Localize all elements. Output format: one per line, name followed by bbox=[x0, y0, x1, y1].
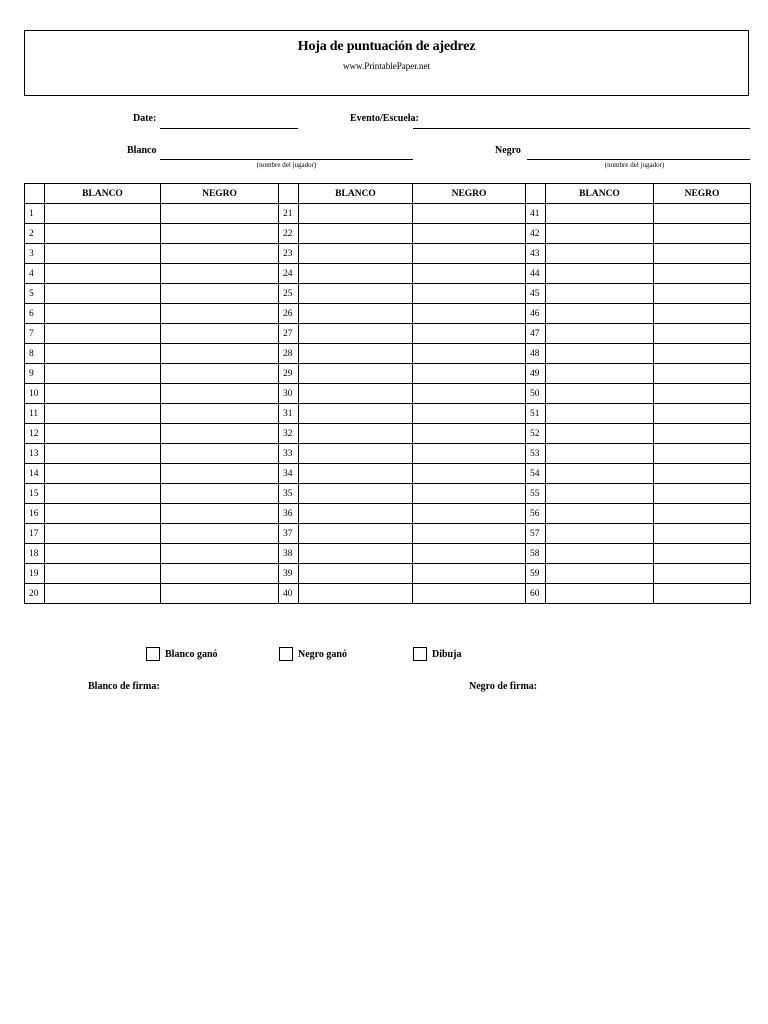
move-number: 30 bbox=[279, 384, 299, 404]
move-cell-white[interactable] bbox=[45, 344, 161, 364]
move-number: 37 bbox=[279, 524, 299, 544]
column-header: NEGRO bbox=[654, 184, 751, 204]
move-cell-black[interactable] bbox=[413, 224, 526, 244]
table-row bbox=[25, 344, 751, 364]
move-cell-white[interactable] bbox=[299, 424, 413, 444]
white-player-label: Blanco bbox=[127, 145, 157, 156]
column-header: BLANCO bbox=[546, 184, 654, 204]
move-cell-white[interactable] bbox=[45, 584, 161, 604]
move-cell-white[interactable] bbox=[45, 284, 161, 304]
move-cell-white[interactable] bbox=[45, 484, 161, 504]
move-number: 35 bbox=[279, 484, 299, 504]
table-row bbox=[25, 504, 751, 524]
table-row bbox=[25, 204, 751, 224]
move-cell-black[interactable] bbox=[161, 504, 279, 524]
column-header: BLANCO bbox=[299, 184, 413, 204]
move-cell-black[interactable] bbox=[654, 584, 751, 604]
table-header-row bbox=[25, 184, 751, 204]
score-table-body bbox=[25, 204, 751, 604]
move-cell-black[interactable] bbox=[654, 444, 751, 464]
move-number: 40 bbox=[279, 584, 299, 604]
table-row bbox=[25, 324, 751, 344]
move-cell-black[interactable] bbox=[161, 304, 279, 324]
page-title: Hoja de puntuación de ajedrez bbox=[297, 39, 476, 54]
move-number: 43 bbox=[526, 244, 546, 264]
move-cell-black[interactable] bbox=[654, 224, 751, 244]
move-cell-black[interactable] bbox=[413, 304, 526, 324]
black-won-checkbox[interactable] bbox=[279, 647, 293, 661]
move-number: 27 bbox=[279, 324, 299, 344]
move-cell-black[interactable] bbox=[413, 284, 526, 304]
move-cell-black[interactable] bbox=[413, 244, 526, 264]
table-row bbox=[25, 364, 751, 384]
move-cell-white[interactable] bbox=[546, 264, 654, 284]
move-number: 23 bbox=[279, 244, 299, 264]
move-cell-black[interactable] bbox=[161, 424, 279, 444]
move-cell-white[interactable] bbox=[45, 424, 161, 444]
move-number: 60 bbox=[526, 584, 546, 604]
move-number: 7 bbox=[25, 324, 45, 344]
move-cell-black[interactable] bbox=[654, 504, 751, 524]
move-cell-white[interactable] bbox=[45, 524, 161, 544]
move-number: 28 bbox=[279, 344, 299, 364]
move-cell-white[interactable] bbox=[299, 404, 413, 424]
move-number: 44 bbox=[526, 264, 546, 284]
move-cell-black[interactable] bbox=[161, 584, 279, 604]
table-row bbox=[25, 564, 751, 584]
move-cell-white[interactable] bbox=[546, 524, 654, 544]
move-cell-black[interactable] bbox=[654, 324, 751, 344]
table-row bbox=[25, 284, 751, 304]
move-cell-white[interactable] bbox=[546, 404, 654, 424]
move-cell-black[interactable] bbox=[413, 444, 526, 464]
move-cell-black[interactable] bbox=[654, 264, 751, 284]
move-cell-white[interactable] bbox=[299, 264, 413, 284]
move-cell-black[interactable] bbox=[413, 464, 526, 484]
move-cell-black[interactable] bbox=[654, 564, 751, 584]
table-row bbox=[25, 584, 751, 604]
move-cell-white[interactable] bbox=[546, 364, 654, 384]
move-cell-white[interactable] bbox=[45, 404, 161, 424]
move-cell-white[interactable] bbox=[546, 304, 654, 324]
move-cell-black[interactable] bbox=[413, 484, 526, 504]
move-cell-black[interactable] bbox=[654, 384, 751, 404]
black-signature-label: Negro de firma: bbox=[469, 681, 538, 692]
move-cell-white[interactable] bbox=[546, 324, 654, 344]
date-field[interactable] bbox=[160, 128, 298, 129]
move-cell-white[interactable] bbox=[299, 364, 413, 384]
move-cell-white[interactable] bbox=[299, 524, 413, 544]
white-won-label: Blanco ganó bbox=[165, 648, 218, 660]
move-cell-white[interactable] bbox=[546, 224, 654, 244]
move-number: 52 bbox=[526, 424, 546, 444]
move-number: 8 bbox=[25, 344, 45, 364]
event-label: Evento/Escuela: bbox=[350, 113, 419, 124]
move-cell-black[interactable] bbox=[161, 364, 279, 384]
move-number: 58 bbox=[526, 544, 546, 564]
move-number: 24 bbox=[279, 264, 299, 284]
move-number: 20 bbox=[25, 584, 45, 604]
move-number: 55 bbox=[526, 484, 546, 504]
move-cell-black[interactable] bbox=[161, 284, 279, 304]
move-number: 16 bbox=[25, 504, 45, 524]
move-cell-white[interactable] bbox=[546, 384, 654, 404]
move-cell-white[interactable] bbox=[546, 544, 654, 564]
table-row bbox=[25, 224, 751, 244]
black-won-label: Negro ganó bbox=[298, 648, 347, 660]
move-number: 49 bbox=[526, 364, 546, 384]
move-number: 53 bbox=[526, 444, 546, 464]
white-signature-label: Blanco de firma: bbox=[88, 681, 160, 692]
move-cell-black[interactable] bbox=[413, 584, 526, 604]
move-number: 31 bbox=[279, 404, 299, 424]
move-number: 45 bbox=[526, 284, 546, 304]
column-header: BLANCO bbox=[45, 184, 161, 204]
move-cell-white[interactable] bbox=[45, 224, 161, 244]
move-cell-black[interactable] bbox=[413, 324, 526, 344]
black-player-field[interactable] bbox=[527, 159, 750, 160]
score-table bbox=[24, 183, 751, 604]
move-cell-black[interactable] bbox=[654, 364, 751, 384]
move-cell-white[interactable] bbox=[45, 464, 161, 484]
move-number: 50 bbox=[526, 384, 546, 404]
move-number: 41 bbox=[526, 204, 546, 224]
move-number: 5 bbox=[25, 284, 45, 304]
move-number: 54 bbox=[526, 464, 546, 484]
move-cell-black[interactable] bbox=[413, 404, 526, 424]
move-cell-white[interactable] bbox=[299, 484, 413, 504]
date-label: Date: bbox=[133, 113, 157, 124]
table-row bbox=[25, 304, 751, 324]
move-cell-black[interactable] bbox=[161, 264, 279, 284]
header-num-cell bbox=[25, 184, 45, 204]
move-cell-black[interactable] bbox=[413, 384, 526, 404]
move-cell-black[interactable] bbox=[654, 204, 751, 224]
move-cell-white[interactable] bbox=[299, 304, 413, 324]
white-player-field[interactable] bbox=[160, 159, 413, 160]
move-cell-white[interactable] bbox=[546, 244, 654, 264]
move-cell-black[interactable] bbox=[413, 344, 526, 364]
move-cell-white[interactable] bbox=[299, 324, 413, 344]
move-number: 51 bbox=[526, 404, 546, 424]
move-number: 34 bbox=[279, 464, 299, 484]
white-player-hint: (nombre del jugador) bbox=[256, 161, 317, 169]
move-number: 48 bbox=[526, 344, 546, 364]
move-number: 56 bbox=[526, 504, 546, 524]
move-cell-black[interactable] bbox=[654, 344, 751, 364]
move-cell-black[interactable] bbox=[161, 204, 279, 224]
move-cell-white[interactable] bbox=[546, 504, 654, 524]
site-url: www.PrintablePaper.net bbox=[343, 61, 430, 71]
move-number: 3 bbox=[25, 244, 45, 264]
move-cell-black[interactable] bbox=[161, 484, 279, 504]
move-cell-white[interactable] bbox=[299, 384, 413, 404]
move-number: 38 bbox=[279, 544, 299, 564]
move-cell-white[interactable] bbox=[299, 464, 413, 484]
move-cell-black[interactable] bbox=[161, 564, 279, 584]
table-row bbox=[25, 484, 751, 504]
move-cell-black[interactable] bbox=[654, 524, 751, 544]
move-cell-black[interactable] bbox=[161, 544, 279, 564]
move-cell-white[interactable] bbox=[45, 204, 161, 224]
move-cell-black[interactable] bbox=[161, 524, 279, 544]
move-number: 59 bbox=[526, 564, 546, 584]
table-row bbox=[25, 384, 751, 404]
move-cell-white[interactable] bbox=[45, 364, 161, 384]
move-number: 33 bbox=[279, 444, 299, 464]
white-won-option[interactable] bbox=[146, 647, 218, 661]
move-number: 22 bbox=[279, 224, 299, 244]
move-cell-white[interactable] bbox=[299, 444, 413, 464]
move-number: 39 bbox=[279, 564, 299, 584]
move-cell-black[interactable] bbox=[654, 244, 751, 264]
table-row bbox=[25, 244, 751, 264]
move-cell-white[interactable] bbox=[299, 344, 413, 364]
move-cell-black[interactable] bbox=[413, 524, 526, 544]
move-number: 17 bbox=[25, 524, 45, 544]
move-cell-white[interactable] bbox=[45, 304, 161, 324]
header-num-cell bbox=[279, 184, 299, 204]
move-number: 15 bbox=[25, 484, 45, 504]
move-cell-black[interactable] bbox=[654, 464, 751, 484]
black-won-option[interactable] bbox=[279, 647, 347, 661]
table-row bbox=[25, 544, 751, 564]
move-cell-white[interactable] bbox=[45, 244, 161, 264]
move-number: 9 bbox=[25, 364, 45, 384]
move-cell-white[interactable] bbox=[299, 244, 413, 264]
move-cell-black[interactable] bbox=[413, 364, 526, 384]
move-cell-black[interactable] bbox=[413, 424, 526, 444]
move-cell-black[interactable] bbox=[413, 544, 526, 564]
move-number: 11 bbox=[25, 404, 45, 424]
move-cell-white[interactable] bbox=[299, 284, 413, 304]
move-cell-white[interactable] bbox=[299, 224, 413, 244]
move-number: 4 bbox=[25, 264, 45, 284]
move-number: 1 bbox=[25, 204, 45, 224]
move-cell-black[interactable] bbox=[161, 244, 279, 264]
move-number: 29 bbox=[279, 364, 299, 384]
move-number: 12 bbox=[25, 424, 45, 444]
move-cell-black[interactable] bbox=[413, 204, 526, 224]
move-cell-white[interactable] bbox=[546, 424, 654, 444]
table-row bbox=[25, 524, 751, 544]
move-number: 36 bbox=[279, 504, 299, 524]
move-number: 10 bbox=[25, 384, 45, 404]
table-row bbox=[25, 404, 751, 424]
move-number: 47 bbox=[526, 324, 546, 344]
header-num-cell bbox=[526, 184, 546, 204]
move-cell-white[interactable] bbox=[546, 284, 654, 304]
move-cell-black[interactable] bbox=[654, 284, 751, 304]
move-number: 57 bbox=[526, 524, 546, 544]
move-cell-white[interactable] bbox=[546, 464, 654, 484]
move-number: 26 bbox=[279, 304, 299, 324]
table-row bbox=[25, 264, 751, 284]
move-number: 18 bbox=[25, 544, 45, 564]
black-player-hint: (nombre del jugador) bbox=[604, 161, 665, 169]
move-cell-white[interactable] bbox=[45, 324, 161, 344]
table-row bbox=[25, 464, 751, 484]
move-cell-white[interactable] bbox=[45, 504, 161, 524]
move-cell-white[interactable] bbox=[546, 444, 654, 464]
move-cell-black[interactable] bbox=[413, 264, 526, 284]
move-cell-black[interactable] bbox=[161, 444, 279, 464]
move-cell-black[interactable] bbox=[161, 344, 279, 364]
move-cell-black[interactable] bbox=[161, 324, 279, 344]
move-cell-white[interactable] bbox=[546, 484, 654, 504]
table-row bbox=[25, 444, 751, 464]
move-cell-black[interactable] bbox=[161, 384, 279, 404]
move-cell-white[interactable] bbox=[299, 584, 413, 604]
move-cell-white[interactable] bbox=[299, 564, 413, 584]
move-number: 46 bbox=[526, 304, 546, 324]
move-cell-black[interactable] bbox=[161, 224, 279, 244]
header-box bbox=[24, 30, 749, 96]
move-cell-white[interactable] bbox=[546, 204, 654, 224]
move-number: 42 bbox=[526, 224, 546, 244]
column-header: NEGRO bbox=[161, 184, 279, 204]
move-cell-black[interactable] bbox=[654, 544, 751, 564]
move-cell-white[interactable] bbox=[45, 264, 161, 284]
move-cell-white[interactable] bbox=[299, 504, 413, 524]
move-cell-white[interactable] bbox=[45, 544, 161, 564]
event-field[interactable] bbox=[413, 128, 750, 129]
move-number: 6 bbox=[25, 304, 45, 324]
black-player-label: Negro bbox=[495, 145, 521, 156]
move-cell-white[interactable] bbox=[45, 444, 161, 464]
move-number: 2 bbox=[25, 224, 45, 244]
move-cell-black[interactable] bbox=[413, 564, 526, 584]
move-number: 25 bbox=[279, 284, 299, 304]
move-cell-white[interactable] bbox=[546, 344, 654, 364]
move-cell-white[interactable] bbox=[45, 384, 161, 404]
move-cell-black[interactable] bbox=[161, 464, 279, 484]
table-row bbox=[25, 424, 751, 444]
move-cell-white[interactable] bbox=[299, 544, 413, 564]
move-cell-white[interactable] bbox=[45, 564, 161, 584]
draw-checkbox[interactable] bbox=[413, 647, 427, 661]
white-won-checkbox[interactable] bbox=[146, 647, 160, 661]
move-cell-black[interactable] bbox=[654, 304, 751, 324]
draw-label: Dibuja bbox=[432, 648, 462, 660]
move-cell-black[interactable] bbox=[161, 404, 279, 424]
move-number: 13 bbox=[25, 444, 45, 464]
move-cell-white[interactable] bbox=[546, 564, 654, 584]
move-cell-black[interactable] bbox=[654, 404, 751, 424]
move-cell-white[interactable] bbox=[546, 584, 654, 604]
move-cell-black[interactable] bbox=[654, 424, 751, 444]
move-number: 21 bbox=[279, 204, 299, 224]
move-cell-white[interactable] bbox=[299, 204, 413, 224]
draw-option[interactable] bbox=[413, 647, 461, 661]
move-cell-black[interactable] bbox=[413, 504, 526, 524]
move-cell-black[interactable] bbox=[654, 484, 751, 504]
column-header: NEGRO bbox=[413, 184, 526, 204]
move-number: 14 bbox=[25, 464, 45, 484]
move-number: 19 bbox=[25, 564, 45, 584]
move-number: 32 bbox=[279, 424, 299, 444]
